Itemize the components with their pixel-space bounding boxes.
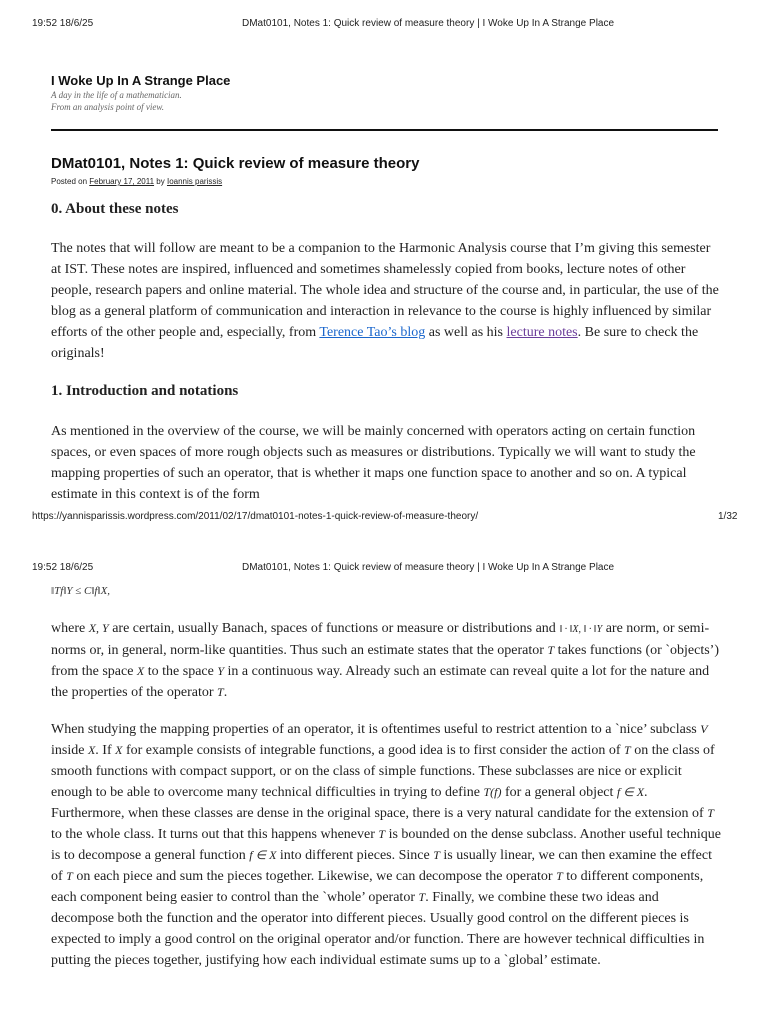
math-expression: f ∈ X (616, 785, 645, 799)
about-paragraph (51, 238, 723, 364)
para-text: on the class of smooth functions with compact support, or on the class of simple functions. These subclasses are nice or explicit enough to be able to overcome many technical difficulties in trying to define (51, 743, 715, 800)
math-expression: T (547, 643, 555, 657)
para-text: are norm, or semi-norms or, in general, norm-like quantities. Thus such an estimate states that the operator (51, 621, 710, 658)
math-expression: X (87, 743, 96, 757)
math-expression: T (707, 806, 714, 820)
para-text: inside (51, 743, 88, 758)
para-text: . Finally, we combine these two ideas and decompose both the function and the operator into different pieces. Usually good control on the different pieces is expected to imply a good control on the original operator and/or function. There are however technical difficulties in putting the pieces together, justifying how each individual estimate sums up to a `global’ estimate. (51, 890, 705, 968)
site-title[interactable]: I Woke Up In A Strange Place (51, 73, 231, 88)
para-text: is usually linear, we can then examine the effect of (51, 848, 712, 884)
para-text: takes functions (or `objects’) from the space (51, 643, 719, 679)
post-meta (51, 177, 222, 186)
para-text: in a continuous way. Already such an estimate can reveal quite a lot for the nature and the properties of the operator (51, 664, 710, 700)
para-text: for example consists of integrable functions, a good idea is to first consider the action of (122, 743, 625, 758)
introduction-paragraph (51, 421, 723, 505)
math-expression: X, Y (88, 621, 109, 635)
tagline-line-2: From an analysis point of view. (51, 102, 164, 112)
para-text: . Furthermore, when these classes are dense in the original space, there is a very natural candidate for the extension of (51, 785, 708, 821)
about-text-1: The notes that will follow are meant to be a companion to the Harmonic Analysis course that I’m giving this semester at IST. These notes are inspired, influenced and sometimes shamelessly copied from books, lecture notes of other people, research papers and online material. The whole idea and structure of the course and, in particular, the use of the blog as a general platform of communication and interaction in relevance to the course is highly influenced by similar efforts of the other people and, especially, from (51, 241, 719, 340)
para-text: . If (95, 743, 116, 758)
math-expression: T (418, 890, 426, 904)
math-expression: T (217, 685, 224, 699)
section-heading-introduction: 1. Introduction and notations (51, 383, 239, 399)
print-page-number: 1/32 (718, 511, 738, 522)
para-text: to the space (144, 664, 218, 679)
print-datetime-page-2: 19:52 18/6/25 (32, 562, 94, 573)
tagline-line-1: A day in the life of a mathematician. (51, 90, 182, 100)
lecture-notes-link[interactable]: lecture notes (506, 325, 578, 340)
math-expression: T (556, 869, 563, 883)
math-expression: Y (217, 664, 225, 678)
math-expression: T (66, 869, 73, 883)
math-expression: X (136, 664, 145, 678)
para-text: are certain, usually Banach, spaces of functions or measure or distributions and (108, 621, 560, 636)
para-text: on each piece and sum the pieces together. Likewise, we can decompose the operator (72, 869, 557, 884)
para-text: is bounded on the dense subclass. Another useful technique is to decompose a general function (51, 827, 721, 863)
para-text: for a general object (501, 785, 617, 800)
about-text-2: as well as his (425, 325, 507, 340)
math-expression: X (115, 743, 123, 757)
para-text: to different components, each component being easier to control than the `whole’ operator (51, 869, 704, 905)
para-text: When studying the mapping properties of an operator, it is oftentimes useful to restrict attention to a `nice’ subclass (51, 722, 701, 737)
terence-tao-blog-link[interactable]: Terence Tao’s blog (319, 325, 426, 340)
header-divider (51, 129, 718, 131)
post-title[interactable]: DMat0101, Notes 1: Quick review of measure theory (51, 155, 420, 172)
para-text: . (223, 685, 228, 700)
print-footer-url: https://yannisparissis.wordpress.com/2011/02/17/dmat0101-notes-1-quick-review-of-measure-theory/ (32, 511, 479, 522)
para-text: to the whole class. It turns out that this happens whenever (51, 827, 379, 842)
para-text: where (51, 621, 89, 636)
estimate-explanation-paragraph (51, 618, 723, 703)
para-text: into different pieces. Since (276, 848, 434, 863)
print-datetime: 19:52 18/6/25 (32, 18, 94, 29)
author-link[interactable]: Ioannis parissis (166, 177, 223, 186)
post-date-link[interactable]: February 17, 2011 (89, 177, 155, 186)
math-expression: V (700, 722, 708, 736)
math-expression: f ∈ X (249, 848, 277, 862)
print-document-title: DMat0101, Notes 1: Quick review of measure theory | I Woke Up In A Strange Place (242, 18, 615, 29)
math-expression: T (624, 743, 631, 757)
section-heading-about: 0. About these notes (51, 201, 179, 217)
print-document-title-page-2: DMat0101, Notes 1: Quick review of measure theory | I Woke Up In A Strange Place (242, 562, 615, 573)
about-text-3: . Be sure to check the originals! (51, 325, 699, 361)
introduction-text: As mentioned in the overview of the course, we will be mainly concerned with operators acting on certain function spaces, or even spaces of more rough objects such as measures or distributions. Typically we will want to study the mapping properties of such an operator, that is whether it maps one function space to another and so on. A typical estimate in this context is of the form (51, 424, 696, 502)
math-expression: T (378, 827, 386, 841)
math-expression: ‖ · ‖X, ‖ · ‖Y (559, 624, 603, 635)
math-expression: T (433, 848, 440, 862)
posted-on-label: Posted on (51, 177, 88, 186)
site-tagline (51, 89, 182, 113)
norm-estimate-formula: ‖Tf‖Y ≤ C‖f‖X, (51, 585, 111, 597)
by-label: by (156, 177, 165, 186)
math-expression: T(f) (483, 785, 502, 799)
mapping-properties-paragraph (51, 719, 723, 971)
